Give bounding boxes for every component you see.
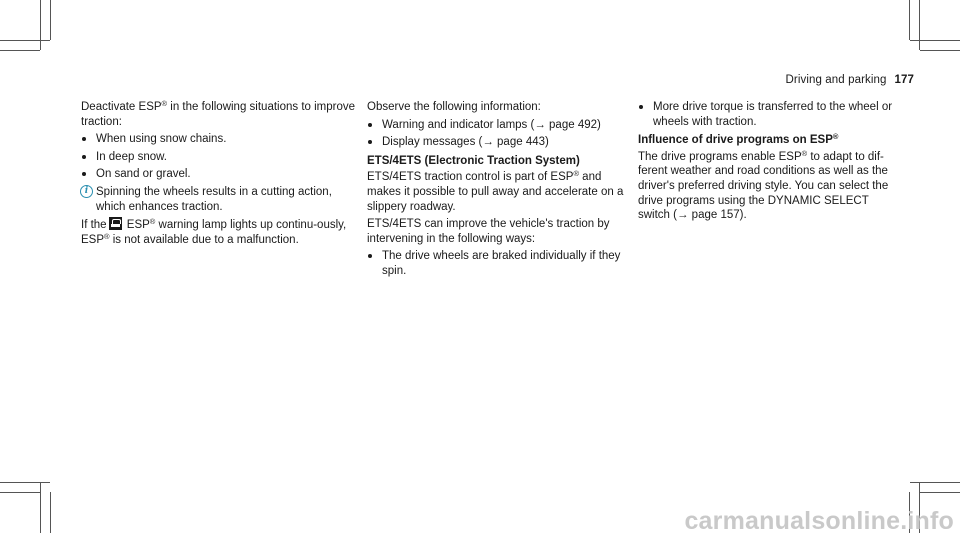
warning-paragraph: If the ESP® warning lamp lights up continu-ously, ESP® is not available due to a malfunction.: [81, 217, 347, 246]
drive-programs-heading: Influence of drive programs on ESP®: [638, 132, 839, 147]
page-reference-link[interactable]: Display messages (→ page 443): [367, 135, 632, 150]
list-item: In deep snow.: [81, 150, 356, 165]
crop-mark: [40, 483, 41, 533]
ets-list: [367, 249, 632, 278]
arrow-right-icon: →: [482, 136, 494, 149]
reference-list: [367, 118, 632, 150]
page-number: 177: [894, 74, 914, 86]
crop-mark: [40, 0, 41, 50]
intro-paragraph: Deactivate ESP® in the following situations to improve traction:: [81, 99, 356, 128]
column-3: [638, 100, 903, 226]
observe-paragraph: Observe the following information:: [367, 101, 541, 113]
info-icon: i: [80, 185, 93, 198]
crop-mark: [920, 492, 960, 493]
situation-list: [81, 132, 356, 182]
info-note: i Spinning the wheels results in a cutting action, which enhances traction.: [81, 185, 356, 214]
esp-off-warning-icon: [109, 217, 122, 230]
crop-mark: [910, 482, 960, 483]
column-2: [367, 100, 632, 282]
crop-mark: [50, 492, 51, 533]
crop-mark: [50, 0, 51, 40]
crop-mark: [920, 50, 960, 51]
drive-programs-paragraph: The drive programs enable ESP® to adapt to dif-ferent weather and road conditions as well as the driver's preferred driving style. You can select the drive programs using the DYNAMIC SELECT switch (→ page 157).: [638, 148, 889, 222]
crop-mark: [0, 492, 40, 493]
list-item: More drive torque is transferred to the wheel or wheels with traction.: [638, 100, 903, 129]
arrow-right-icon: →: [534, 118, 546, 131]
watermark: carmanualsonline.info: [684, 507, 954, 535]
crop-mark: [0, 482, 50, 483]
column-1: [81, 100, 356, 250]
list-item: The drive wheels are braked individually if they spin.: [367, 249, 632, 278]
ets-paragraph: ETS/4ETS traction control is part of ESP® and makes it possible to pull away and accelerate on a slippery roadway.: [367, 169, 624, 213]
crop-mark: [919, 0, 920, 50]
crop-mark: [910, 40, 960, 41]
crop-mark: [0, 50, 40, 51]
running-header: [786, 73, 914, 88]
list-item: On sand or gravel.: [81, 167, 356, 182]
page-reference-link[interactable]: page 157).: [688, 209, 747, 222]
crop-mark: [909, 0, 910, 40]
arrow-right-icon: →: [676, 209, 689, 222]
page-reference-link[interactable]: Warning and indicator lamps (→ page 492): [367, 118, 632, 133]
ets-list-continued: [638, 100, 903, 129]
list-item: When using snow chains.: [81, 132, 356, 147]
ets-paragraph-2: ETS/4ETS can improve the vehicle's traction by intervening in the following ways:: [367, 218, 610, 245]
section-title: Driving and parking: [785, 74, 887, 86]
crop-mark: [0, 40, 50, 41]
ets-heading: ETS/4ETS (Electronic Traction System): [367, 154, 580, 167]
